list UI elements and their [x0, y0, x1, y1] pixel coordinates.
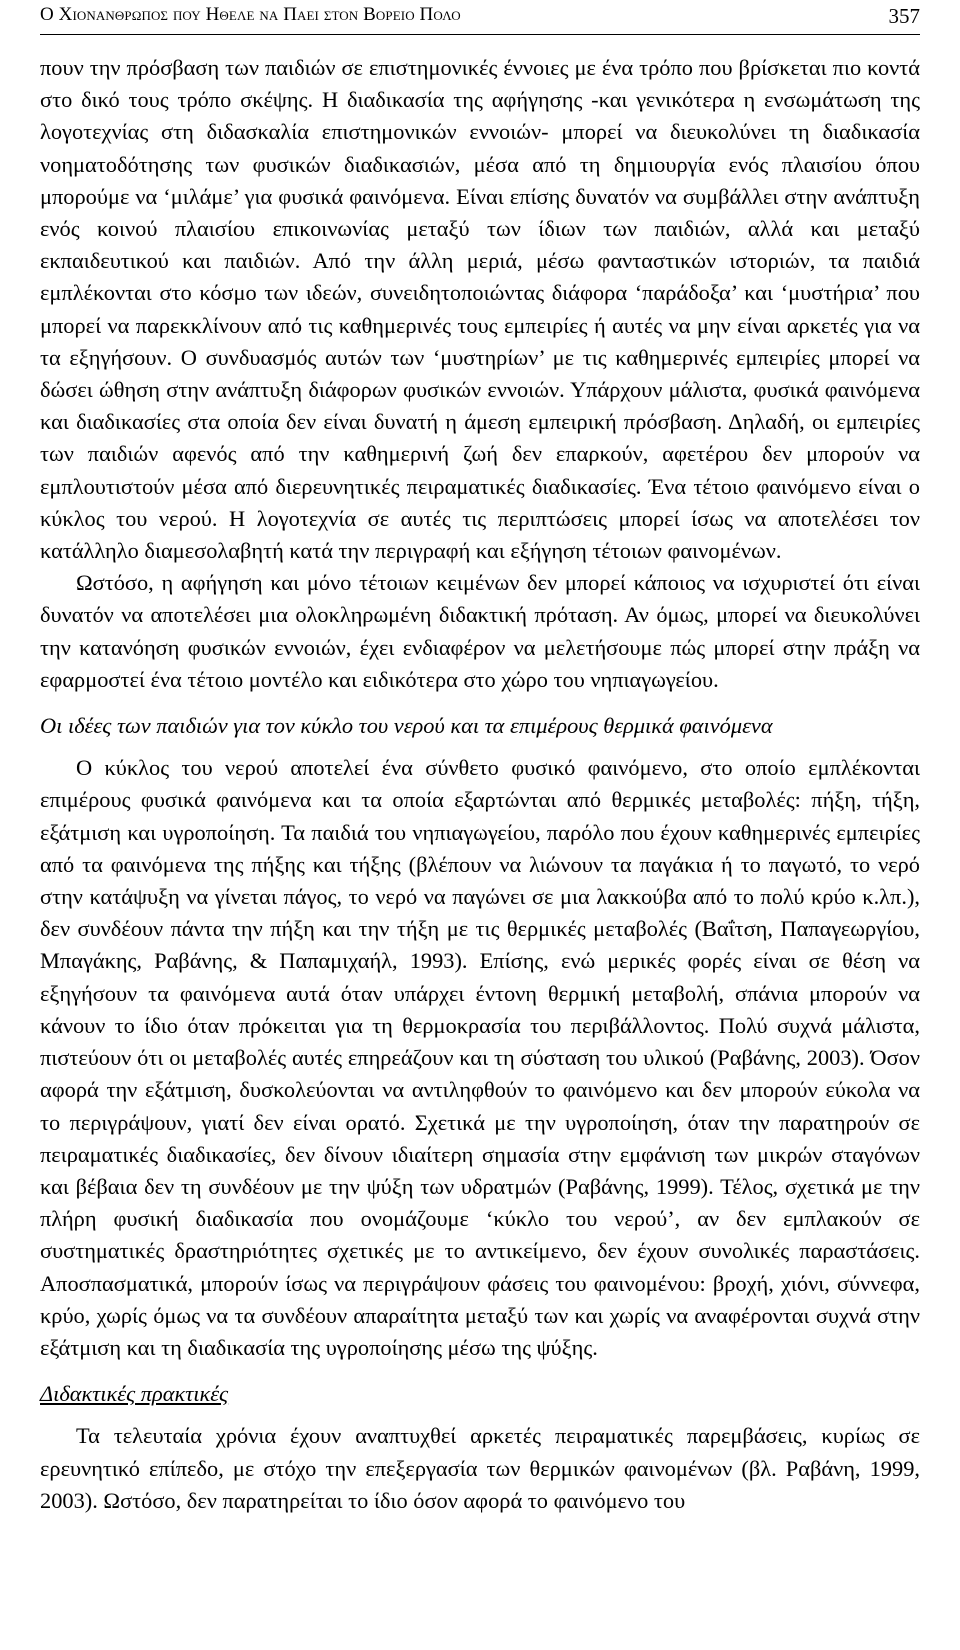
section-heading-teaching-practices: Διδακτικές πρακτικές: [40, 1381, 229, 1407]
section-heading-children-ideas: Οι ιδέες των παιδιών για τον κύκλο του νερού και τα επιμέρους θερμικά φαινόμενα: [40, 713, 773, 739]
body-text: [40, 52, 920, 1517]
running-header: [40, 0, 920, 35]
paragraph: Ο κύκλος του νερού αποτελεί ένα σύνθετο φυσικό φαινόμενο, στο οποίο εμπλέκονται επιμέρους φυσικά φαινόμενα και τα οποία εξαρτώνται από θερμικές μεταβολές: πήξη, τήξη, εξάτμιση και υγροποίηση. Τα παιδιά του νηπιαγωγείου, παρόλο που έχουν καθημερινές εμπειρίες από τα φαινόμενα της πήξης και τήξης (βλέπουν να λιώνουν τα παγάκια ή το παγωτό, το νερό στην κατάψυξη να γίνεται πάγος, το νερό να παγώνει σε μια λακκούβα από το πολύ κρύο κ.λπ.), δεν συνδέουν πάντα την πήξη και την τήξη με τις θερμικές μεταβολές (Βαΐτση, Παπαγεωργίου, Μπαγάκης, Ραβάνης, & Παπαμιχαήλ, 1993). Επίσης, ενώ μερικές φορές είναι σε θέση να εξηγήσουν τα φαινόμενα αυτά όταν υπάρχει έντονη θερμική μεταβολή, σπάνια μπορούν να κάνουν το ίδιο όταν πρόκειται για τη θερμοκρασία του περιβάλλοντος. Πολύ συχνά μάλιστα, πιστεύουν ότι οι μεταβολές αυτές επηρεάζουν και τη σύσταση του υλικού (Ραβάνης, 2003). Όσον αφορά την εξάτμιση, δυσκολεύονται να αντιληφθούν το φαινόμενο και δεν μπορούν εύκολα να το περιγράψουν, γιατί δεν είναι ορατό. Σχετικά με την υγροποίηση, όταν την παρατηρούν σε πειραματικές διαδικασίες, δεν δίνουν ιδιαίτερη σημασία στην εμφάνιση των μικρών σταγόνων και βέβαια δεν τη συνδέουν με την ψύξη των υδρατμών (Ραβάνης, 1999). Τέλος, σχετικά με την πλήρη φυσική διαδικασία που ονομάζουμε ‘κύκλο του νερού’, αν δεν εμπλακούν σε συστηματικές δραστηριότητες σχετικές με το αντικείμενο, δεν έχουν συνολικές παραστάσεις. Αποσπασματικά, μπορούν ίσως να περιγράψουν φάσεις του φαινομένου: βροχή, χιόνι, σύννεφα, κρύο, χωρίς όμως να τα συνδέουν απαραίτητα μεταξύ των και χωρίς να αναφέρονται συχνά στην εξάτμιση και τη διαδικασία της υγροποίησης μέσω της ψύξης.: [40, 755, 920, 1360]
running-title: Ο Χιονανθρωπος που Ηθελε να Παει στον Βορειο Πολο: [40, 4, 461, 25]
paragraph-continued: πουν την πρόσβαση των παιδιών σε επιστημονικές έννοιες με ένα τρόπο που βρίσκεται πιο κοντά στο δικό τους τρόπο σκέψης. Η διαδικασία της αφήγησης -και γενικότερα η ενσωμάτωση της λογοτεχνίας στη διδασκαλία επιστημονικών εννοιών- μπορεί να διευκολύνει τη διαδικασία νοηματοδότησης των φυσικών διαδικασιών, μέσα από τη δημιουργία ενός πλαισίου όπου μπορούμε να ‘μιλάμε’ για φυσικά φαινόμενα. Είναι επίσης δυνατόν να συμβάλλει στην ανάπτυξη ενός κοινού πλαισίου επικοινωνίας μεταξύ των ίδιων των παιδιών, αλλά και μεταξύ εκπαιδευτικού και παιδιών. Από την άλλη μεριά, μέσω φανταστικών ιστοριών, τα παιδιά εμπλέκονται στο κόσμο των ιδεών, συνειδητοποιώντας διάφορα ‘παράδοξα’ και ‘μυστήρια’ που μπορεί να παρεκκλίνουν από τις καθημερινές τους εμπειρίες ή αυτές να μην είναι αρκετές για να τα εξηγήσουν. Ο συνδυασμός αυτών των ‘μυστηρίων’ με τις καθημερινές εμπειρίες μπορεί να δώσει ώθηση στην ανάπτυξη διάφορων φυσικών εννοιών. Υπάρχουν μάλιστα, φυσικά φαινόμενα και διαδικασίες στα οποία δεν είναι δυνατή η άμεση εμπειρική πρόσβαση. Δηλαδή, οι εμπειρίες των παιδιών αφενός από την καθημερινή ζωή δεν επαρκούν, αφετέρου δεν μπορούν να εμπλουτιστούν μέσα από διερευνητικές πειραματικές διαδικασίες. Ένα τέτοιο φαινόμενο είναι ο κύκλος του νερού. Η λογοτεχνία σε αυτές τις περιπτώσεις μπορεί ίσως να αποτελέσει τον κατάλληλο διαμεσολαβητή κατά την περιγραφή και εξήγηση τέτοιων φαινομένων.: [40, 55, 920, 564]
page-number: 357: [888, 4, 920, 28]
paragraph: Τα τελευταία χρόνια έχουν αναπτυχθεί αρκετές πειραματικές παρεμβάσεις, κυρίως σε ερευνητικό επίπεδο, με στόχο την επεξεργασία των θερμικών φαινομένων (βλ. Ραβάνη, 1999, 2003). Ωστόσο, δεν παρατηρείται το ίδιο όσον αφορά το φαινόμενο του: [40, 1423, 920, 1513]
paragraph: Ωστόσο, η αφήγηση και μόνο τέτοιων κειμένων δεν μπορεί κάποιος να ισχυριστεί ότι είναι δυνατόν να αποτελέσει μια ολοκληρωμένη διδακτική πρόταση. Αν όμως, μπορεί να διευκολύνει την κατανόηση φυσικών εννοιών, έχει ενδιαφέρον να μελετήσουμε πώς μπορεί στην πράξη να εφαρμοστεί ένα τέτοιο μοντέλο και ειδικότερα στο χώρο του νηπιαγωγείου.: [40, 570, 920, 692]
